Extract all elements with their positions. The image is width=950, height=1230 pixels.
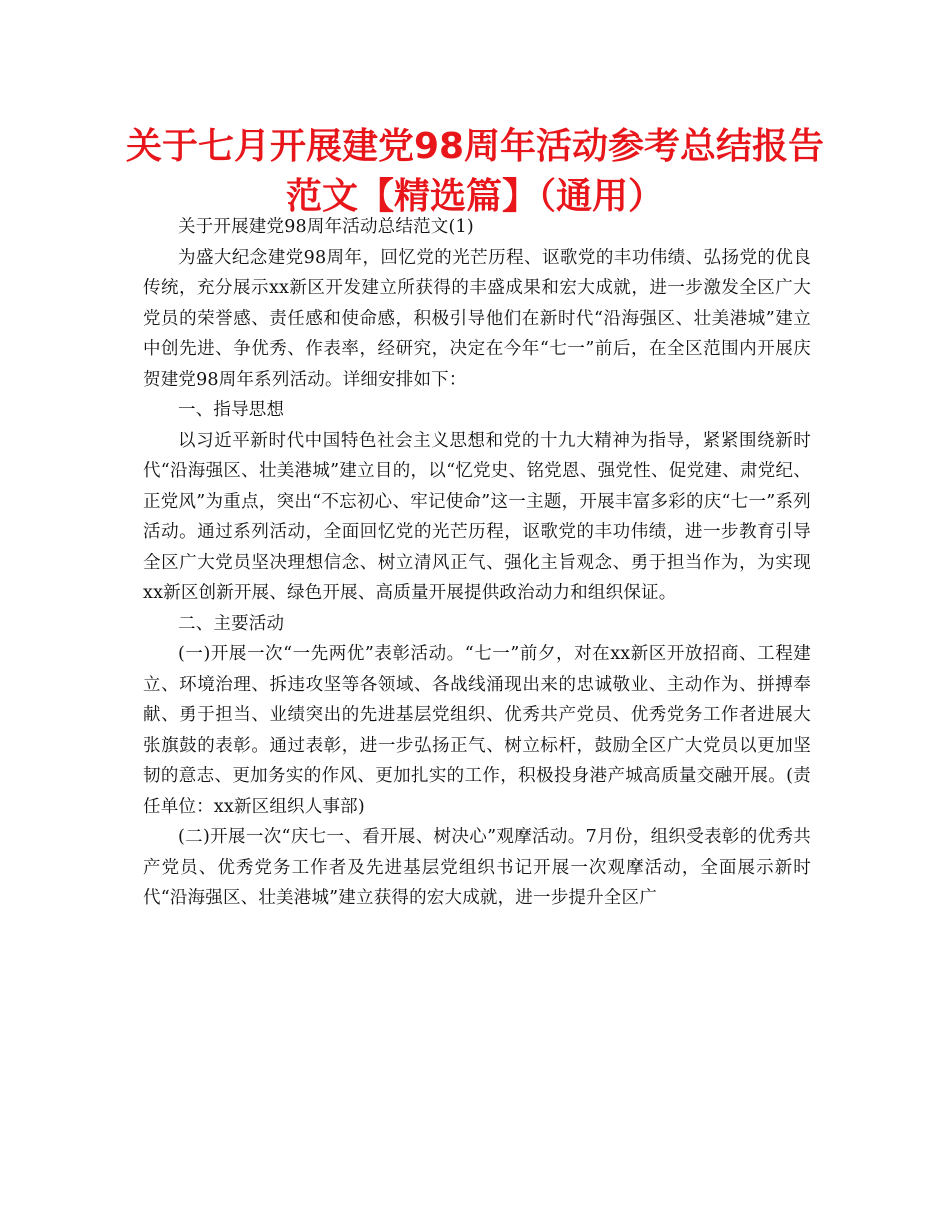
section-heading-main-activities: 二、主要活动 bbox=[178, 613, 285, 634]
section-heading-guiding-ideology: 一、指导思想 bbox=[178, 400, 285, 420]
activity-2-paragraph: (二)开展一次“庆七一、看开展、树决心”观摩活动。7月份，组织受表彰的优秀共产党员、优秀党务工作者及先进基层党组织书记开展一次观摩活动，全面展示新时代“沿海强区、壮美港城”建立获得的宏大成就，进一步提升全区广 bbox=[143, 827, 811, 908]
document-body bbox=[143, 212, 811, 914]
subtitle-paragraph: 关于开展建党98周年活动总结范文(1) bbox=[178, 217, 474, 237]
activity-1-paragraph: (一)开展一次“一先两优”表彰活动。“七一”前夕，对在xx新区开放招商、工程建立、环境治理、拆违攻坚等各领域、各战线涌现出来的忠诚敬业、主动作为、拼搏奉献、勇于担当、业绩突出的先进基层党组织、优秀共产党员、优秀党务工作者进展大张旗鼓的表彰。通过表彰，进一步弘扬正气、树立标杆，鼓励全区广大党员以更加坚韧的意志、更加务实的作风、更加扎实的工作，积极投身港产城高质量交融开展。(责任单位：xx新区组织人事部) bbox=[143, 644, 811, 817]
document-title: 关于七月开展建党98周年活动参考总结报告范文【精选篇】（通用） bbox=[125, 126, 825, 217]
intro-paragraph: 为盛大纪念建党98周年，回忆党的光芒历程、讴歌党的丰功伟绩、弘扬党的优良传统，充分展示xx新区开发建立所获得的丰盛成果和宏大成就，进一步激发全区广大党员的荣誉感、责任感和使命感，积极引导他们在新时代“沿海强区、壮美港城”建立中创先进、争优秀、作表率，经研究，决定在今年“七一”前后，在全区范围内开展庆贺建党98周年系列活动。详细安排如下： bbox=[143, 247, 811, 390]
guiding-ideology-paragraph: 以习近平新时代中国特色社会主义思想和党的十九大精神为指导，紧紧围绕新时代“沿海强区、壮美港城”建立目的，以“忆党史、铭党恩、强党性、促党建、肃党纪、正党风”为重点，突出“不忘初心、牢记使命”这一主题，开展丰富多彩的庆“七一”系列活动。通过系列活动，全面回忆党的光芒历程，讴歌党的丰功伟绩，进一步教育引导全区广大党员坚决理想信念、树立清风正气、强化主旨观念、勇于担当作为，为实现xx新区创新开展、绿色开展、高质量开展提供政治动力和组织保证。 bbox=[143, 430, 811, 603]
